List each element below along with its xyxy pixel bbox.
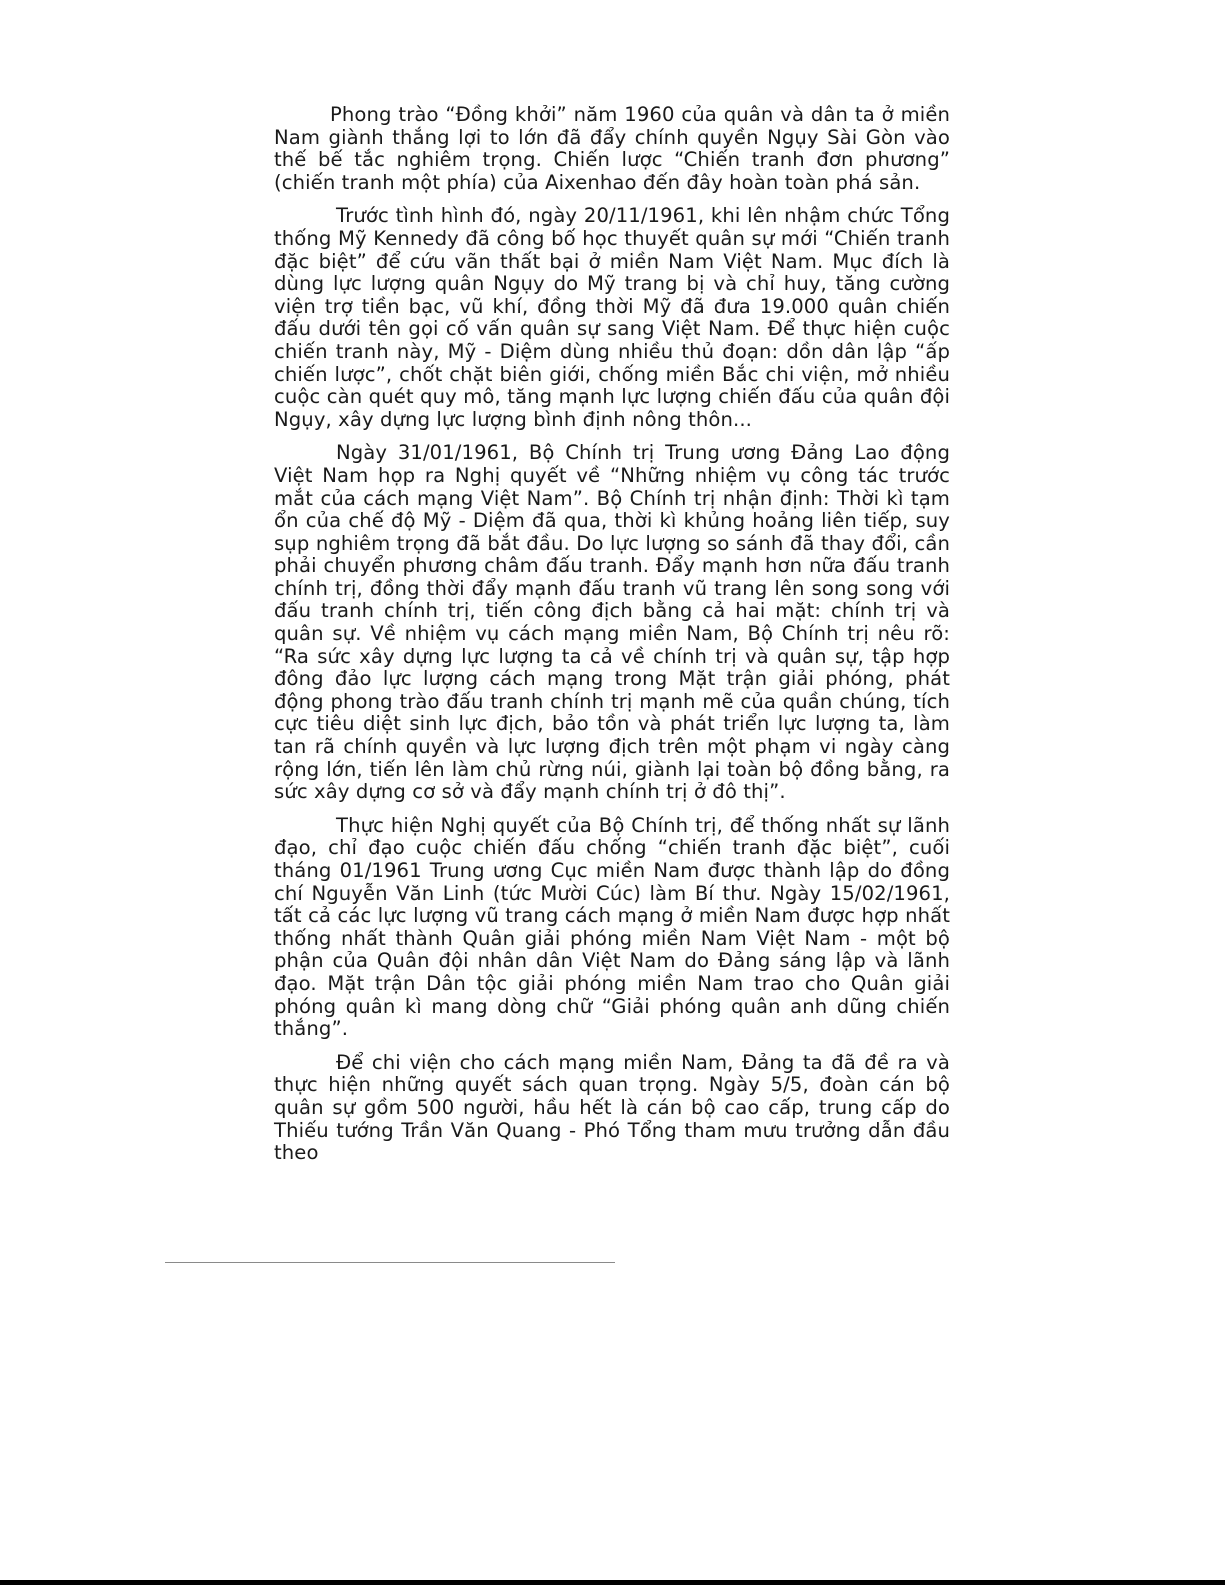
body-text xyxy=(274,104,950,1176)
paragraph-trung-uong-cuc: Thực hiện Nghị quyết của Bộ Chính trị, để thống nhất sự lãnh đạo, chỉ đạo cuộc chiến đấu chống “chiến tranh đặc biệt”, cuối tháng 01/1961 Trung ương Cục miền Nam được thành lập do đồng chí Nguyễn Văn Linh (tức Mười Cúc) làm Bí thư. Ngày 15/02/1961, tất cả các lực lượng vũ trang cách mạng ở miền Nam được hợp nhất thống nhất thành Quân giải phóng miền Nam Việt Nam - một bộ phận của Quân đội nhân dân Việt Nam do Đảng sáng lập và lãnh đạo. Mặt trận Dân tộc giải phóng miền Nam trao cho Quân giải phóng quân kì mang dòng chữ “Giải phóng quân anh dũng chiến thắng”. xyxy=(274,813,950,1041)
paragraph-nghi-quyet-bo-chinh-tri: Ngày 31/01/1961, Bộ Chính trị Trung ương Đảng Lao động Việt Nam họp ra Nghị quyết về “Những nhiệm vụ công tác trước mắt của cách mạng Việt Nam”. Bộ Chính trị nhận định: Thời kì tạm ổn của chế độ Mỹ - Diệm đã qua, thời kì khủng hoảng liên tiếp, suy sụp nghiêm trọng đã bắt đầu. Do lực lượng so sánh đã thay đổi, cần phải chuyển phương châm đấu tranh. Đẩy mạnh hơn nữa đấu tranh chính trị, đồng thời đẩy mạnh đấu tranh vũ trang lên song song với đấu tranh chính trị, tiến công địch bằng cả hai mặt: chính trị và quân sự. Về nhiệm vụ cách mạng miền Nam, Bộ Chính trị nêu rõ: “Ra sức xây dựng lực lượng ta cả về chính trị và quân sự, tập hợp đông đảo lực lượng cách mạng trong Mặt trận giải phóng, phát động phong trào đấu tranh chính trị mạnh mẽ của quần chúng, tích cực tiêu diệt sinh lực địch, bảo tồn và phát triển lực lượng ta, làm tan rã chính quyền và lực lượng địch trên một phạm vi ngày càng rộng lớn, tiến lên làm chủ rừng núi, giành lại toàn bộ đồng bằng, ra sức xây dựng cơ sở và đẩy mạnh chính trị ở đô thị”. xyxy=(274,441,950,804)
paragraph-dong-khoi: Phong trào “Đồng khởi” năm 1960 của quân và dân ta ở miền Nam giành thắng lợi to lớn đã đẩy chính quyền Ngụy Sài Gòn vào thế bế tắc nghiêm trọng. Chiến lược “Chiến tranh đơn phương” (chiến tranh một phía) của Aixenhao đến đây hoàn toàn phá sản. xyxy=(274,103,950,194)
footnote-separator xyxy=(165,1262,615,1263)
paragraph-chi-vien-mien-nam: Để chi viện cho cách mạng miền Nam, Đảng ta đã đề ra và thực hiện những quyết sách quan trọng. Ngày 5/5, đoàn cán bộ quân sự gồm 500 người, hầu hết là cán bộ cao cấp, trung cấp do Thiếu tướng Trần Văn Quang - Phó Tổng tham mưu trưởng dẫn đầu theo xyxy=(274,1050,950,1165)
page-bottom-border xyxy=(0,1580,1225,1585)
paragraph-chien-tranh-dac-biet: Trước tình hình đó, ngày 20/11/1961, khi lên nhậm chức Tổng thống Mỹ Kennedy đã công bố học thuyết quân sự mới “Chiến tranh đặc biệt” để cứu vãn thất bại ở miền Nam Việt Nam. Mục đích là dùng lực lượng quân Ngụy do Mỹ trang bị và chỉ huy, tăng cường viện trợ tiền bạc, vũ khí, đồng thời Mỹ đã đưa 19.000 quân chiến đấu dưới tên gọi cố vấn quân sự sang Việt Nam. Để thực hiện cuộc chiến tranh này, Mỹ - Diệm dùng nhiều thủ đoạn: dồn dân lập “ấp chiến lược”, chốt chặt biên giới, chống miền Bắc chi viện, mở nhiều cuộc càn quét quy mô, tăng mạnh lực lượng chiến đấu của quân đội Ngụy, xây dựng lực lượng bình định nông thôn... xyxy=(274,204,950,431)
